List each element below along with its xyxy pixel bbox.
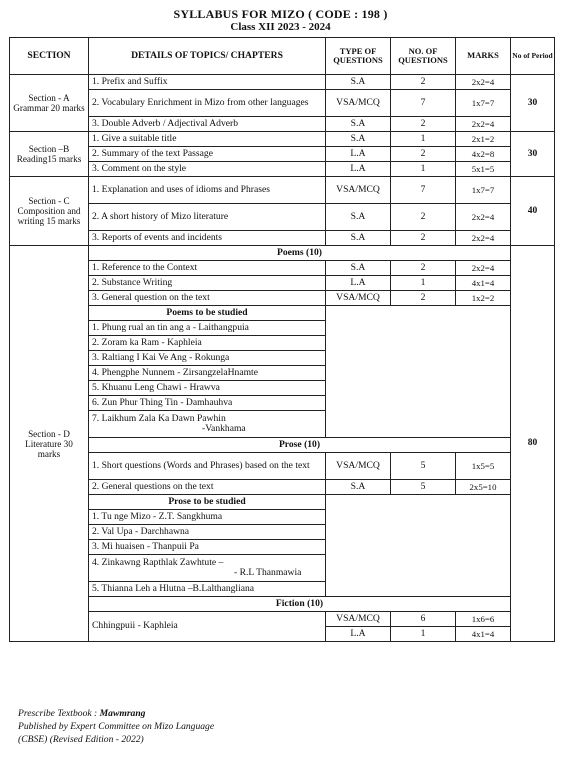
header-row: [10, 38, 555, 75]
table-row: [10, 291, 555, 306]
type-cell: S.A: [326, 261, 391, 276]
number-cell: 1: [391, 162, 456, 177]
textbook-name: Mawmrang: [99, 708, 146, 719]
marks-cell: 2x5=10: [456, 480, 511, 495]
marks-cell: 2x2=4: [456, 204, 511, 231]
marks-cell: 4x1=4: [456, 276, 511, 291]
topic-cell: 2. Summary of the text Passage: [89, 147, 326, 162]
topic-cell: 3. Reports of events and incidents: [89, 231, 326, 246]
table-row: [10, 495, 555, 510]
table-row: [10, 246, 555, 261]
header-marks: MARKS: [456, 38, 511, 75]
prose-studied-heading: Prose to be studied: [89, 495, 326, 510]
type-cell: L.A: [326, 276, 391, 291]
marks-cell: 2x1=2: [456, 132, 511, 147]
number-cell: 7: [391, 177, 456, 204]
number-cell: 1: [391, 276, 456, 291]
textbook-label: Prescribe Textbook :: [18, 708, 100, 719]
footer-edition: (CBSE) (Revised Edition - 2022): [18, 734, 144, 745]
table-row: [10, 453, 555, 480]
topic-cell: 2. A short history of Mizo literature: [89, 204, 326, 231]
table-row: [10, 75, 555, 90]
number-cell: 2: [391, 231, 456, 246]
marks-cell: 2x2=4: [456, 231, 511, 246]
number-cell: 2: [391, 261, 456, 276]
section-b-period: 30: [511, 132, 555, 177]
topic-cell: 1. Explanation and uses of idioms and Phrases: [89, 177, 326, 204]
class-year-subtitle: Class XII 2023 - 2024: [230, 21, 331, 33]
poem-item: 3. Raltiang I Kai Ve Ang - Rokunga: [89, 351, 326, 366]
type-cell: L.A: [326, 162, 391, 177]
type-cell: VSA/MCQ: [326, 177, 391, 204]
number-cell: 1: [391, 132, 456, 147]
prose-item: 3. Mi huaisen - Thanpuii Pa: [89, 540, 326, 555]
type-cell: S.A: [326, 480, 391, 495]
number-cell: 6: [391, 612, 456, 627]
table-row: [10, 177, 555, 204]
footer-textbook: [18, 708, 145, 719]
marks-cell: 1x5=5: [456, 453, 511, 480]
number-cell: 2: [391, 291, 456, 306]
marks-cell: 1x7=7: [456, 177, 511, 204]
header-section: SECTION: [10, 38, 89, 75]
topic-cell: 3. Double Adverb / Adjectival Adverb: [89, 117, 326, 132]
topic-cell: 1. Prefix and Suffix: [89, 75, 326, 90]
marks-cell: 2x2=4: [456, 75, 511, 90]
type-cell: VSA/MCQ: [326, 453, 391, 480]
poems-heading: Poems (10): [89, 246, 511, 261]
marks-cell: 4x1=4: [456, 627, 511, 642]
number-cell: 7: [391, 90, 456, 117]
section-a-period: 30: [511, 75, 555, 132]
empty-cell: [326, 306, 511, 438]
marks-cell: 1x6=6: [456, 612, 511, 627]
type-cell: S.A: [326, 117, 391, 132]
topic-cell: 2. Substance Writing: [89, 276, 326, 291]
prose-item: [89, 555, 326, 582]
marks-cell: 5x1=5: [456, 162, 511, 177]
prose-author: - R.L Thanmawia: [234, 567, 302, 578]
fiction-heading: Fiction (10): [89, 597, 511, 612]
table-row: [10, 612, 555, 627]
poem-item: [89, 411, 326, 438]
table-row: [10, 276, 555, 291]
type-cell: S.A: [326, 231, 391, 246]
section-b-label: Section –B Reading15 marks: [10, 132, 89, 177]
section-d-period: 80: [511, 246, 555, 642]
section-d-label: Section - D Literature 30 marks: [10, 246, 89, 642]
poem-item: 4. Phengphe Nunnem - ZirsangzelaHnamte: [89, 366, 326, 381]
table-row: [10, 132, 555, 147]
marks-cell: 1x7=7: [456, 90, 511, 117]
syllabus-table: [9, 37, 555, 642]
poem-item: 1. Phung rual an tin ang a - Laithangpuia: [89, 321, 326, 336]
prose-item: 1. Tu nge Mizo - Z.T. Sangkhuma: [89, 510, 326, 525]
table-row: [10, 597, 555, 612]
prose-item: 2. Val Upa - Darchhawna: [89, 525, 326, 540]
table-row: [10, 204, 555, 231]
section-a-label: Section - A Grammar 20 marks: [10, 75, 89, 132]
type-cell: S.A: [326, 132, 391, 147]
section-c-period: 40: [511, 177, 555, 246]
table-row: [10, 306, 555, 321]
topic-cell: 3. Comment on the style: [89, 162, 326, 177]
number-cell: 1: [391, 627, 456, 642]
poem-item: 5. Khuanu Leng Chawi - Hrawva: [89, 381, 326, 396]
prose-item: 5. Thianna Leh a Hlutna –B.Lalthangliana: [89, 582, 326, 597]
number-cell: 5: [391, 453, 456, 480]
topic-cell: 1. Give a suitable title: [89, 132, 326, 147]
header-type: TYPE OF QUESTIONS: [326, 38, 391, 75]
prose-heading: Prose (10): [89, 438, 511, 453]
topic-cell: 2. General questions on the text: [89, 480, 326, 495]
number-cell: 5: [391, 480, 456, 495]
type-cell: L.A: [326, 627, 391, 642]
type-cell: S.A: [326, 75, 391, 90]
fiction-text: Chhingpuii - Kaphleia: [89, 612, 326, 642]
marks-cell: 2x2=4: [456, 261, 511, 276]
number-cell: 2: [391, 75, 456, 90]
syllabus-title: SYLLABUS FOR MIZO ( CODE : 198 ): [173, 7, 388, 21]
poems-studied-heading: Poems to be studied: [89, 306, 326, 321]
marks-cell: 4x2=8: [456, 147, 511, 162]
header-period: No of Period: [511, 38, 555, 75]
footer-publisher: Published by Expert Committee on Mizo Language: [18, 721, 215, 732]
type-cell: VSA/MCQ: [326, 90, 391, 117]
table-row: [10, 117, 555, 132]
number-cell: 2: [391, 147, 456, 162]
table-row: [10, 261, 555, 276]
type-cell: S.A: [326, 204, 391, 231]
topic-cell: 1. Short questions (Words and Phrases) based on the text: [89, 453, 326, 480]
marks-cell: 2x2=4: [456, 117, 511, 132]
header-number: NO. OF QUESTIONS: [391, 38, 456, 75]
topic-cell: 1. Reference to the Context: [89, 261, 326, 276]
number-cell: 2: [391, 204, 456, 231]
prose-title: 4. Zinkawng Rapthlak Zawhtute –: [92, 556, 224, 568]
type-cell: VSA/MCQ: [326, 291, 391, 306]
poem-author: -Vankhama: [202, 423, 246, 434]
section-c-label: Section - C Composition and writing 15 marks: [10, 177, 89, 246]
header-details: DETAILS OF TOPICS/ CHAPTERS: [89, 38, 326, 75]
table-row: [10, 438, 555, 453]
topic-cell: 3. General question on the text: [89, 291, 326, 306]
topic-cell: 2. Vocabulary Enrichment in Mizo from other languages: [89, 90, 326, 117]
table-row: [10, 90, 555, 117]
table-row: [10, 162, 555, 177]
type-cell: VSA/MCQ: [326, 612, 391, 627]
empty-cell: [326, 495, 511, 597]
marks-cell: 1x2=2: [456, 291, 511, 306]
table-row: [10, 480, 555, 495]
table-row: [10, 231, 555, 246]
poem-item: 6. Zun Phur Thing Tin - Damhauhva: [89, 396, 326, 411]
type-cell: L.A: [326, 147, 391, 162]
table-row: [10, 147, 555, 162]
number-cell: 2: [391, 117, 456, 132]
poem-item: 2. Zoram ka Ram - Kaphleia: [89, 336, 326, 351]
poem-title: 7. Laikhum Zala Ka Dawn Pawhin: [92, 412, 226, 424]
